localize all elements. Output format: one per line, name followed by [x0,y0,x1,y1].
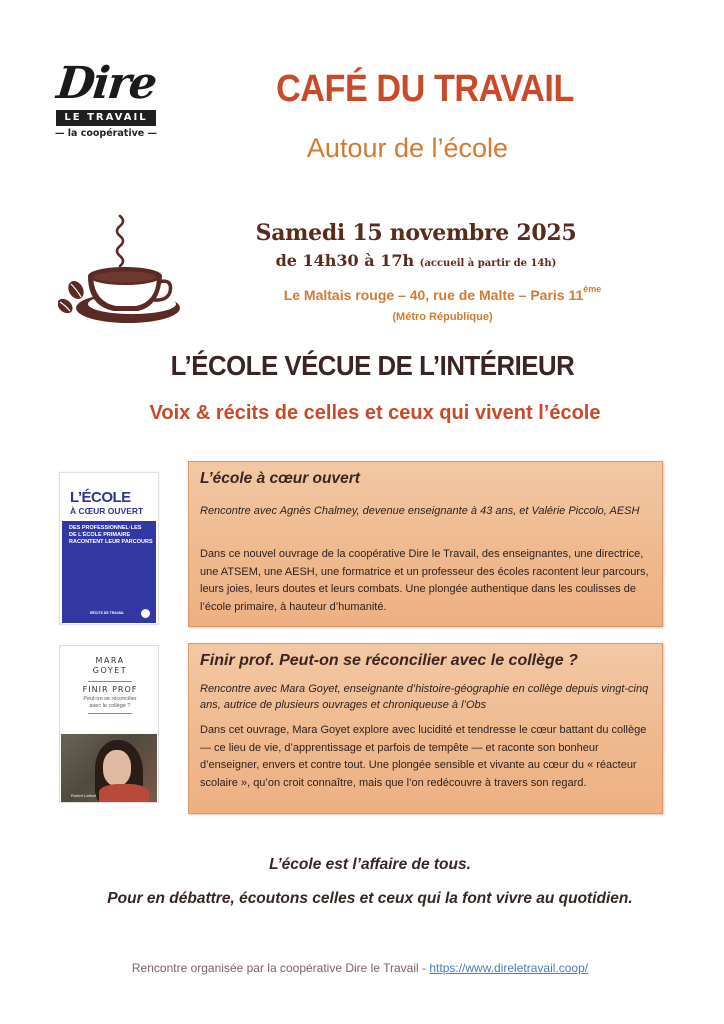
cover-title: FINIR PROF [82,685,138,694]
logo-tagline: — la coopérative — [54,128,158,139]
event-time-note: (accueil à partir de 14h) [419,258,557,269]
book-meeting: Rencontre avec Agnès Chalmey, devenue enseignante à 43 ans, et Valérie Piccolo, AESH [200,505,640,517]
cover-band-line: DE L’ÉCOLE PRIMAIRE [69,532,131,538]
book-card-ecole-coeur-ouvert [188,461,663,627]
book-meeting: Rencontre avec Mara Goyet, enseignante d’histoire-géographie en collège depuis vingt-cinq ans, autrice de plusieurs ouvrages et chroniqueuse à l’Obs [200,683,649,711]
section-subheading: Voix & récits de celles et ceux qui vivent l’école [149,402,601,424]
credit-text: Rencontre organisée par la coopérative Dire le Travail - [131,961,430,975]
photo-scarf [99,784,149,802]
cover-divider [88,713,132,714]
photo-face [103,750,131,786]
event-metro: (Métro République) [392,311,493,323]
page-title: CAFÉ DU TRAVAIL [276,68,574,110]
book-title: L’école à cœur ouvert [200,470,360,487]
closing-call: Pour en débattre, écoutons celles et ceux qui la font vivre au quotidien. [107,890,633,907]
book-title: Finir prof. Peut-on se réconcilier avec le collège ? [200,652,578,669]
cover-subtitle [60,696,160,710]
cover-subtitle-line: Peut-on se réconcilier [83,696,137,702]
cover-band-line: RACONTENT LEUR PARCOURS [69,539,153,545]
section-heading: L’ÉCOLE VÉCUE DE L’INTÉRIEUR [170,350,575,381]
logo-bar: LE TRAVAIL [56,110,156,126]
cover-band-line: DES PROFESSIONNEL·LES [69,525,142,531]
organizer-credit [60,961,660,975]
cover-subtitle-line: avec le collège ? [89,703,131,709]
coffee-cup-icon [58,208,188,333]
logo-wordmark: Dire [54,58,158,109]
event-address: Le Maltais rouge – 40, rue de Malte – Paris 11 [283,287,584,303]
event-date: Samedi 15 novembre 2025 [255,220,577,246]
cover-author-first: MARA [95,656,125,665]
cover-band-text [69,525,153,546]
event-time [200,251,632,270]
cover-title-line1: L’ÉCOLE [70,489,131,506]
event-time-range: de 14h30 à 17h [275,251,415,270]
dire-le-travail-logo [54,58,158,142]
book-card-finir-prof [188,643,663,814]
page-subtitle: Autour de l’école [306,133,509,163]
cover-publisher: Robert Laffont [71,793,97,798]
website-link[interactable]: https://www.direletravail.coop/ [429,961,589,975]
cover-author-last: GOYET [92,666,128,675]
cover-title-line2: À CŒUR OUVERT [70,506,144,516]
closing-tagline: L’école est l’affaire de tous. [269,856,471,873]
book-description: Dans ce nouvel ouvrage de la coopérative Dire le Travail, des enseignantes, une directrice, une ATSEM, une AESH, une formatrice et un professeur des écoles racontent leur parcours, leurs joies, leurs doutes et leurs combats. Une plongée authentique dans les coulisses de l’école primaire, à hauteur d’humanité. [200,548,649,613]
book-cover-ecole-coeur-ouvert [59,472,159,625]
event-address-sup: ème [583,284,602,294]
book-cover-finir-prof [59,645,159,803]
author-photo [61,734,157,802]
cover-author [60,656,160,676]
publisher-badge-icon [141,609,150,618]
event-location [200,284,685,303]
cover-publisher: RÉCITS DE TRAVAIL [90,611,125,615]
cover-divider [88,681,132,682]
book-description: Dans cet ouvrage, Mara Goyet explore avec lucidité et tendresse le cœur battant du collège — ce lieu de vie, d’apprentissage et parfois de tempête — et raconte son bonheur d’enseigner, envers et contre tout. Une plongée sensible et vivante au cœur du « réacteur scolaire », qu’on croit connaître, mais que l’on redécouvre à travers son regard. [200,724,647,789]
cover-band [62,521,156,623]
